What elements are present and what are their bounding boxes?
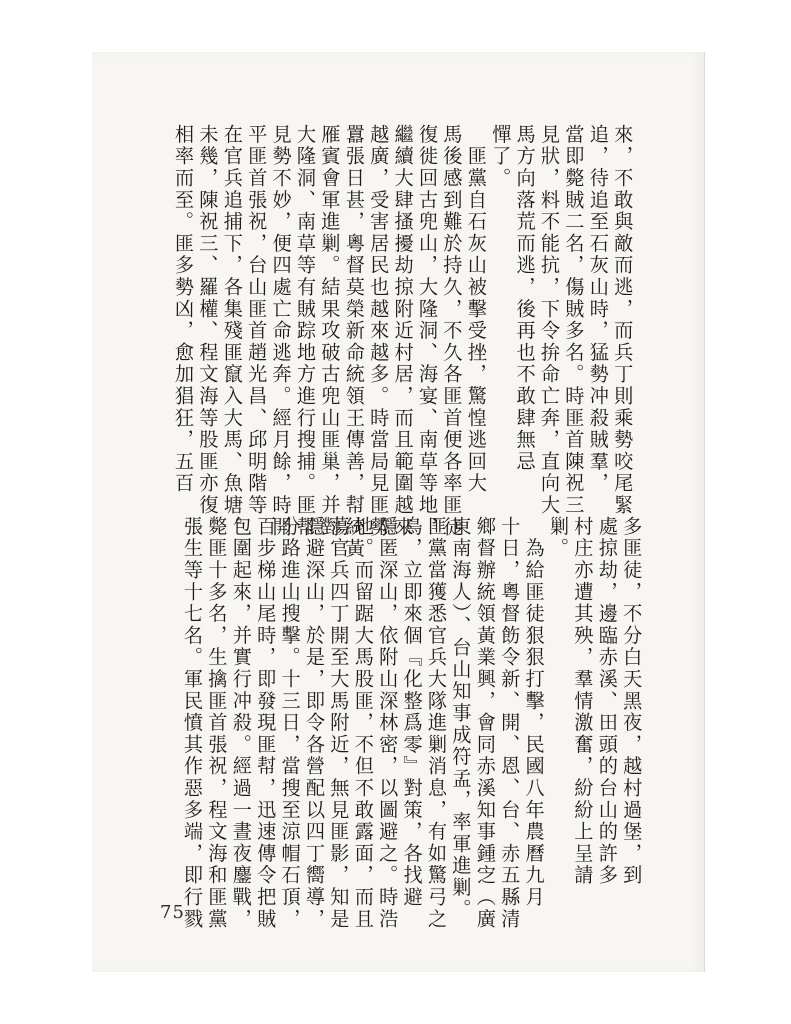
text-column: 囂張日甚，粵督莫榮新命統領王傳善，幇統黃 (342, 124, 366, 560)
text-column: 十日，粵督飭令新、開、恩、台、赤五縣清 (498, 516, 522, 931)
text-column: 張生等十七名。軍民憤其作惡多端，即行戮 (181, 516, 204, 931)
text-column: 隱匿深山，依附山深林密，以圖避之。時浩 (376, 516, 400, 931)
text-column: 百步梯山尾時，即發現匪幇，迅速傳令把賊 (254, 516, 278, 931)
text-column: 見狀，料不能抗，下令拚命亡奔，直向大 (538, 124, 561, 517)
text-column: 村庄亦遭其殃，羣情激奮，紛紛上呈請 (571, 516, 595, 887)
text-column: 追，待追至石灰山時，猛勢冲殺賊羣， (586, 124, 610, 495)
text-column: 相率而至。匪多勢凶，愈加猖狂，五百 (172, 124, 195, 495)
text-column: 馬後感到難於持久，不久各匪首便各率匪徒 (440, 124, 464, 539)
text-column: 憚了。 (489, 124, 513, 190)
text-column: 未幾，陳祝三、羅權、程文海等股匪亦復 (196, 124, 220, 517)
text-column: 越廣，受害居民也越來越多。時當局見匪勢 (367, 124, 391, 539)
text-column: 東南海人）、台山知事成符孟，率軍進剿。 (449, 516, 473, 921)
text-column: 鄉督辦統領黃業興，會同赤溪知事鍾㝎（廣 (473, 516, 497, 931)
text-column: 多匪徒，不分白天黑夜，越村過堡，到 (620, 516, 644, 887)
text-column: 繼續大肆搔擾劫掠附近村居，而且範圍越來 (391, 124, 415, 539)
text-column: 地。而留踞大馬股匪，不但不敢露面，而且 (351, 516, 375, 931)
text-column: 剿。 (547, 516, 570, 560)
book-page (92, 52, 705, 972)
text-column: 為給匪徒狠狠打擊，民國八年農曆九月 (522, 516, 546, 909)
text-column: 隱避深山，於是，即令各營配以四丁嚮導， (303, 516, 326, 931)
text-column: 鳥，立即來個『化整爲零』對策，各找避 (400, 516, 424, 909)
text-column: 見勢不妙，便四處亡命逃奔。經月餘，時開 (269, 124, 293, 539)
text-column: 來，不敢與敵而逃，而兵丁則乘勢咬尾緊 (611, 124, 635, 517)
page-number: 75 (160, 902, 185, 923)
text-column: 大隆洞、南草等有賊踪地方進行搜捕。匪幇 (294, 124, 317, 539)
text-column: 處掠劫，邊臨赤溪、田頭的台山的許多 (595, 516, 619, 887)
text-column: 分路進山搜擊。十三日，當搜至涼帽石頂， (278, 516, 302, 931)
text-column: 斃匪十多名，生擒匪首張祝，程文海和匪黨 (205, 516, 229, 931)
text-column: 蕩官兵四丁開至大馬附近，無見匪影，知是 (327, 516, 351, 931)
text-column: 馬方向落荒而逃，後再也不敢肆無忌 (513, 124, 537, 473)
text-column: 匪黨當獲悉官兵大隊進剿消息，有如驚弓之 (425, 516, 448, 931)
text-column: 包圍起來，并實行冲殺。經過一晝夜鏖戰， (229, 516, 253, 931)
text-column: 復徙回古兜山，大隆洞、海宴、南草等地， (416, 124, 439, 539)
text-column: 在官兵追捕下，各集殘匪竄入大馬、魚塘。 (220, 124, 244, 539)
text-column: 平匪首張祝，台山匪首趙光昌、邱明階等 (245, 124, 269, 517)
text-column: 雁賓會軍進剿。結果攻破古兜山匪巢，并對 (318, 124, 342, 539)
text-column: 當即斃賊二名，傷賊多名。時匪首陳祝三 (562, 124, 586, 517)
text-column: 匪黨自石灰山被擊受挫，驚惶逃回大 (464, 124, 488, 495)
